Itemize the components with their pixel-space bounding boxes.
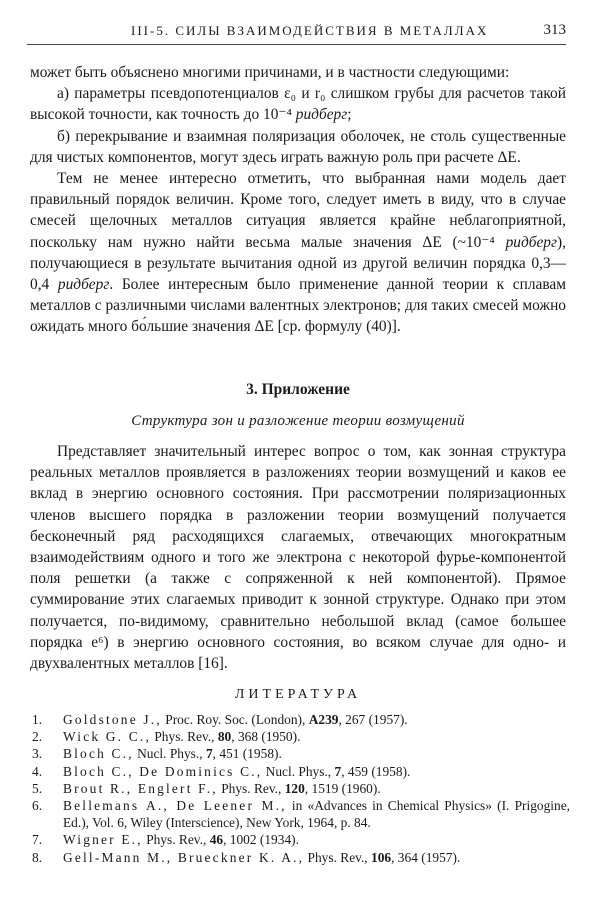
reference-item: 7. Wigner E., Phys. Rev., 46, 1002 (1934). bbox=[32, 832, 299, 848]
ref-author: Bellemans A., De Leener M., bbox=[63, 798, 287, 814]
paragraph-band-structure: Представляет значительный интерес вопрос о том, как зонная структура реальных металлов проявляется в разложениях теории возмущений и каков ее вклад в энергию основного состояния. При рассмотрении поляризационных членов высшего порядка в разложении теории возмущений получается бесконечный ряд расходящихся слагаемых, отвечающих многократным взаимодействиям одного и того же электрона с некоторой фурье-компонентой поля решетки (а также с сопряженной к ней компонентой). Прямое суммирование этих слагаемых приводит к зонной структуре. Однако при этом получается, по-видимому, сравнительно небольшой вклад (самое большее порядка e⁶) в энергию основного состояния, во всяком случае для одно- и двухвалентных металлов [16]. bbox=[30, 443, 566, 673]
reference-item: 1. Goldstone J., Proc. Roy. Soc. (London), A239, 267 (1957). bbox=[32, 712, 408, 727]
unit-rydberg: ридберг bbox=[57, 276, 110, 294]
item-a-text: а) параметры псевдопотенциалов ε₀ и r₀ слишком грубы для расчетов такой высокой точности, как точность до 10⁻⁴ bbox=[30, 85, 566, 124]
reference-item: 5. Brout R., Englert F., Phys. Rev., 120, 1519 (1960). bbox=[32, 780, 381, 796]
ref-author: Goldstone J., bbox=[63, 712, 162, 727]
ref-author: Wigner E., bbox=[63, 832, 143, 848]
model-text-2: ), получающиеся в результате вычитания одной из другой величин порядка 0,3—0,4 bbox=[30, 233, 566, 294]
item-a-end: ; bbox=[347, 106, 352, 124]
reference-item: 2. Wick G. C., Phys. Rev., 80, 368 (1950). bbox=[32, 729, 301, 745]
literature-title: ЛИТЕРАТУРА bbox=[234, 687, 362, 702]
ref-author: Bloch C., De Dominics C., bbox=[63, 763, 263, 779]
reference-item: 3. Bloch C., Nucl. Phys., 7, 451 (1958). bbox=[32, 746, 282, 762]
reference-item: 8. Gell-Mann M., Brueckner K. A., Phys. Rev., 106, 364 (1957). bbox=[32, 849, 461, 865]
reference-item: 6. Bellemans A., De Leener M., in «Advances in Chemical Physics» (I. Prigogine, Ed.), Vol. 6, Wiley (Interscience), New York, 1964, p. 84. bbox=[32, 798, 570, 831]
ref-author: Wick G. C., bbox=[63, 729, 152, 745]
ref-author: Gell-Mann M., Brueckner K. A., bbox=[63, 849, 305, 865]
model-text-3: . Более интересным было применение данной теории к сплавам металлов с различными числами валентных электронов; для таких смесей можно ожидать много бо́льшие значения ΔE [ср. формулу (40)]. bbox=[30, 276, 566, 336]
ref-author: Bloch C., bbox=[63, 746, 134, 762]
section-subtitle: Структура зон и разложение теории возмущений bbox=[131, 413, 465, 429]
paragraph-intro: может быть объяснено многими причинами, и в частности следующими: bbox=[30, 64, 510, 81]
reference-item: 4. Bloch C., De Dominics C., Nucl. Phys., 7, 459 (1958). bbox=[32, 763, 411, 779]
paragraph-block-2 bbox=[30, 441, 566, 674]
reference-list bbox=[30, 711, 570, 866]
running-head bbox=[27, 22, 566, 45]
paragraph-item-a bbox=[30, 83, 566, 125]
paragraph-model bbox=[30, 168, 566, 338]
running-head-title: III-5. СИЛЫ ВЗАИМОДЕЙСТВИЯ В МЕТАЛЛАХ bbox=[131, 23, 489, 38]
paragraph-block-1 bbox=[30, 62, 566, 338]
page-number: 313 bbox=[543, 22, 566, 38]
model-text-1: Тем не менее интересно отметить, что выбранная нами модель дает правильный порядок величин. Кроме того, следует иметь в виду, что в случае смесей щелочных металлов ситуация является крайне неблагоприятной, поскольку нам нужно найти весьма малые значения ΔE (~10⁻⁴ bbox=[30, 170, 566, 251]
section-title: 3. Приложение bbox=[246, 381, 350, 398]
unit-rydberg: ридберг bbox=[505, 233, 558, 251]
ref-author: Brout R., Englert F., bbox=[63, 780, 218, 796]
unit-rydberg: ридберг bbox=[295, 106, 348, 124]
paragraph-item-b: б) перекрывание и взаимная поляризация оболочек, не столь существенные для чистых компонентов, могут здесь играть важную роль при расчете ΔE. bbox=[30, 127, 566, 166]
